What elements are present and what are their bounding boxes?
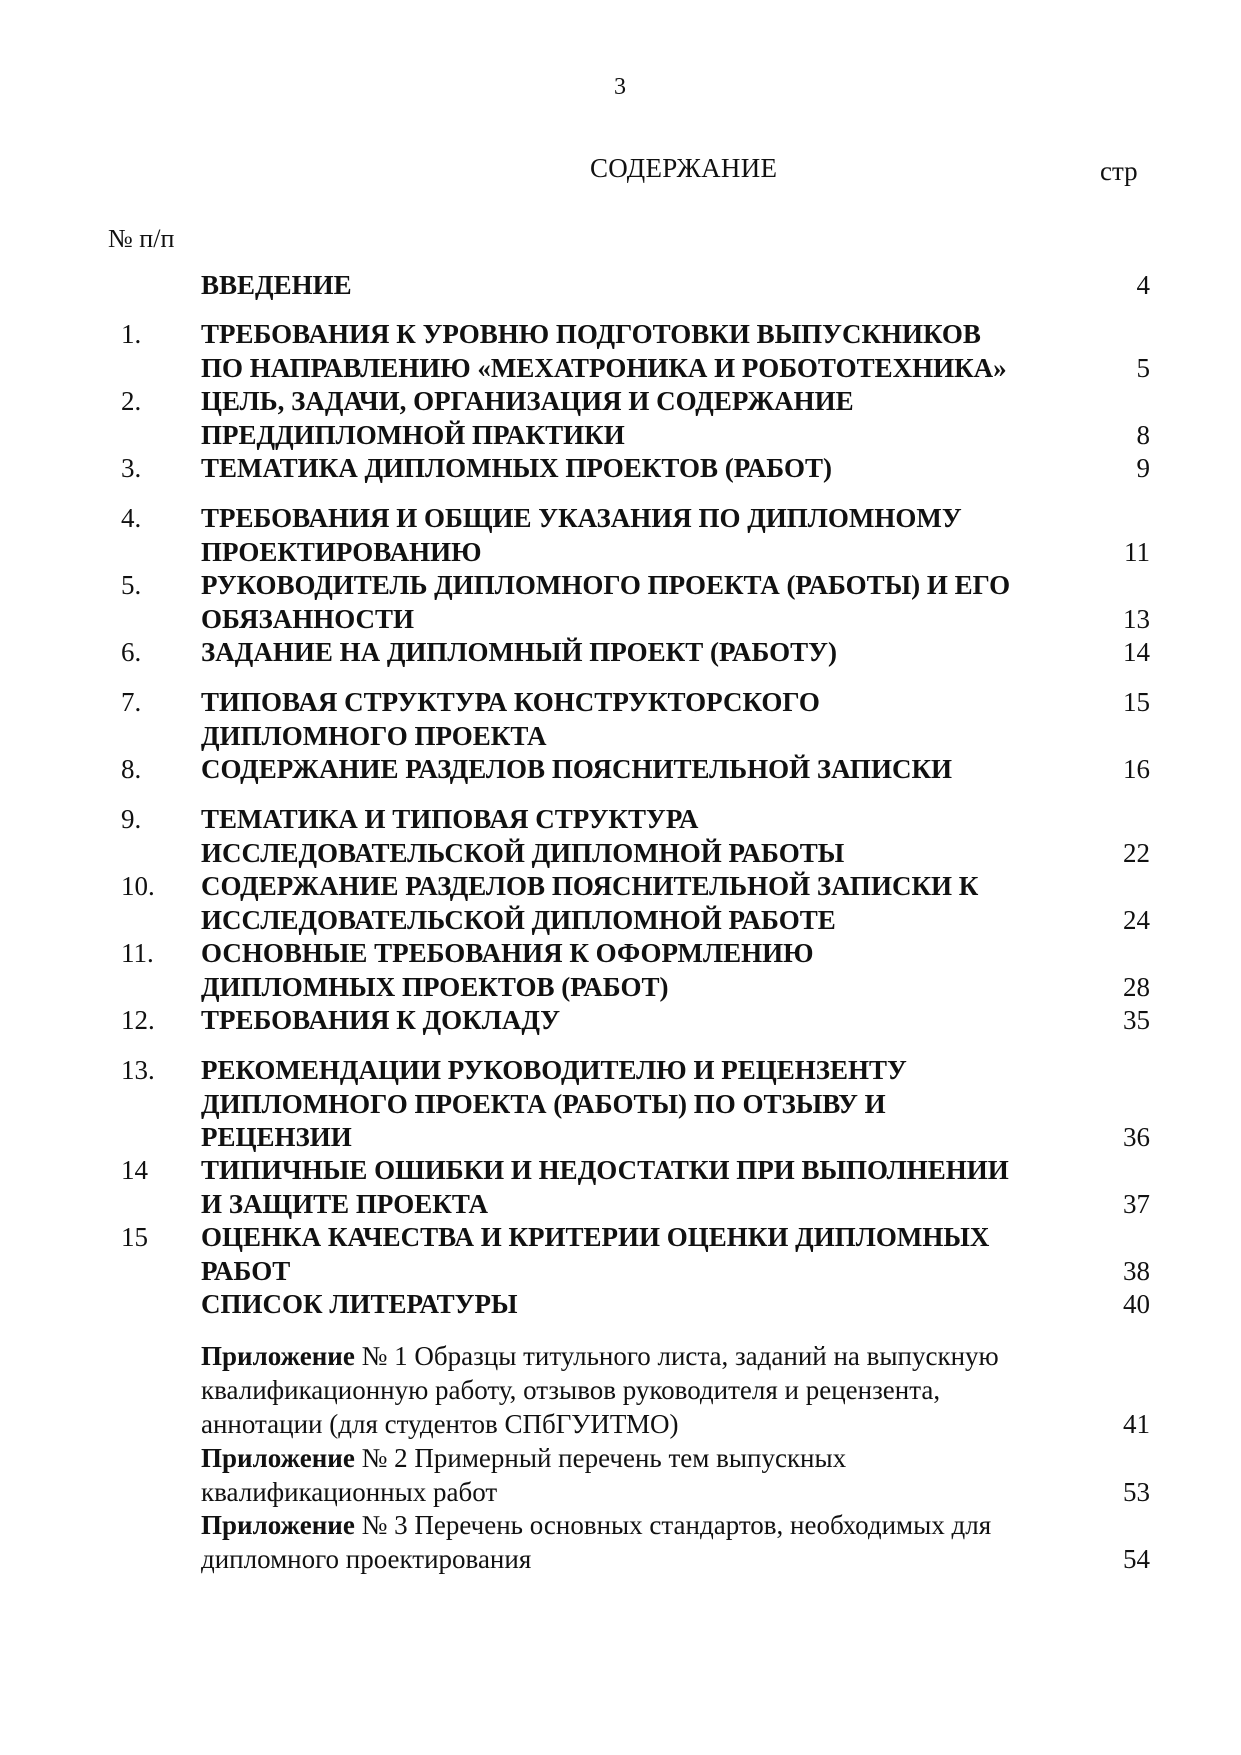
entry-title-line: ОЦЕНКА КАЧЕСТВА И КРИТЕРИИ ОЦЕНКИ ДИПЛОМНЫХ <box>201 1222 990 1252</box>
entry-number: 14 <box>121 1155 148 1185</box>
entry-title-line: ТИПОВАЯ СТРУКТУРА КОНСТРУКТОРСКОГО <box>201 687 820 717</box>
entry-number: 4. <box>121 503 142 533</box>
entry-title-line: ПО НАПРАВЛЕНИЮ «МЕХАТРОНИКА И РОБОТОТЕХНИКА» <box>201 352 1007 383</box>
entry-title <box>201 1154 1091 1221</box>
toc-appendix-1[interactable] <box>201 1339 1121 1441</box>
entry-number: 11. <box>121 938 154 968</box>
entry-title <box>201 636 1091 670</box>
entry-title <box>201 1004 1091 1038</box>
entry-title-line: ОСНОВНЫЕ ТРЕБОВАНИЯ К ОФОРМЛЕНИЮ <box>201 938 814 968</box>
entry-number: 5. <box>121 570 142 600</box>
entry-page: 37 <box>1123 1188 1150 1219</box>
entry-number: 6. <box>121 637 142 667</box>
appendix-lead: Приложение <box>201 1341 355 1371</box>
entry-title-line: ЗАДАНИЕ НА ДИПЛОМНЫЙ ПРОЕКТ (РАБОТУ) <box>201 637 837 667</box>
entry-page: 15 <box>1123 687 1150 717</box>
entry-title <box>201 569 1091 636</box>
entry-title-line: РЕЦЕНЗИИ <box>201 1122 352 1152</box>
entry-page: 24 <box>1123 904 1150 935</box>
page-number: 3 <box>614 74 626 100</box>
appendix-line <box>201 1339 1121 1373</box>
entry-page: 5 <box>1136 352 1150 383</box>
entry-title-line: РЕКОМЕНДАЦИИ РУКОВОДИТЕЛЮ И РЕЦЕНЗЕНТУ <box>201 1055 907 1085</box>
appendix-text: № 2 Примерный перечень тем выпускных <box>354 1443 847 1473</box>
entry-number: 9. <box>121 804 142 834</box>
entry-title-line: ТИПИЧНЫЕ ОШИБКИ И НЕДОСТАТКИ ПРИ ВЫПОЛНЕНИИ <box>201 1155 1009 1185</box>
entry-page: 16 <box>1123 754 1150 784</box>
entry-title-line: ТРЕБОВАНИЯ И ОБЩИЕ УКАЗАНИЯ ПО ДИПЛОМНОМУ <box>201 503 962 533</box>
appendix-line: квалификационную работу, отзывов руководителя и рецензента, <box>201 1375 941 1405</box>
entry-number: 8. <box>121 754 142 784</box>
entry-title <box>201 870 1091 937</box>
entry-title-line: ИССЛЕДОВАТЕЛЬСКОЙ ДИПЛОМНОЙ РАБОТЕ <box>201 904 836 935</box>
entry-title-line: СОДЕРЖАНИЕ РАЗДЕЛОВ ПОЯСНИТЕЛЬНОЙ ЗАПИСКИ <box>201 754 953 784</box>
appendix-line <box>201 1508 1121 1542</box>
appendix-text: № 1 Образцы титульного листа, заданий на выпускную <box>354 1341 999 1371</box>
entry-title-line: РУКОВОДИТЕЛЬ ДИПЛОМНОГО ПРОЕКТА (РАБОТЫ) И ЕГО <box>201 570 1011 600</box>
entry-title-line: СОДЕРЖАНИЕ РАЗДЕЛОВ ПОЯСНИТЕЛЬНОЙ ЗАПИСКИ К <box>201 871 979 901</box>
appendix-page: 41 <box>1123 1409 1150 1439</box>
entry-title-line: ТЕМАТИКА ДИПЛОМНЫХ ПРОЕКТОВ (РАБОТ) <box>201 453 832 483</box>
entry-title-line: ДИПЛОМНОГО ПРОЕКТА <box>201 720 547 751</box>
appendix-line: квалификационных работ <box>201 1477 498 1507</box>
entry-title <box>201 686 1091 753</box>
entry-number: 2. <box>121 386 142 416</box>
entry-title <box>201 937 1091 1004</box>
appendix-line <box>201 1441 1121 1475</box>
entry-title <box>201 1054 1091 1155</box>
entry-title-line: ПРОЕКТИРОВАНИЮ <box>201 536 482 567</box>
entry-title <box>201 452 1091 486</box>
entry-number: 12. <box>121 1005 155 1035</box>
entry-title-line: ДИПЛОМНЫХ ПРОЕКТОВ (РАБОТ) <box>201 971 669 1002</box>
entry-page: 4 <box>1136 270 1150 300</box>
entry-page: 36 <box>1123 1122 1150 1152</box>
entry-number: 3. <box>121 453 142 483</box>
toc-title: СОДЕРЖАНИЕ <box>590 153 778 183</box>
entry-page: 14 <box>1123 637 1150 667</box>
entry-page: 40 <box>1123 1289 1150 1319</box>
appendix-line: аннотации (для студентов СПбГУИТМО) <box>201 1409 679 1439</box>
page-column-label: стр <box>1100 156 1138 186</box>
entry-title-line: ПРЕДДИПЛОМНОЙ ПРАКТИКИ <box>201 419 625 450</box>
entry-page: 13 <box>1123 603 1150 634</box>
entry-title-line: И ЗАЩИТЕ ПРОЕКТА <box>201 1188 489 1219</box>
entry-page: 22 <box>1123 837 1150 868</box>
appendix-text: № 3 Перечень основных стандартов, необходимых для <box>354 1510 992 1540</box>
toc-appendix-2[interactable] <box>201 1441 1121 1509</box>
entry-number: 15 <box>121 1222 148 1252</box>
entry-title <box>201 318 1091 385</box>
entry-number: 1. <box>121 319 142 349</box>
entry-title-line: ОБЯЗАННОСТИ <box>201 603 415 634</box>
entry-title-line: ЦЕЛЬ, ЗАДАЧИ, ОРГАНИЗАЦИЯ И СОДЕРЖАНИЕ <box>201 386 854 416</box>
entry-number: 7. <box>121 687 142 717</box>
entry-number: 13. <box>121 1055 155 1085</box>
entry-title-line: СПИСОК ЛИТЕРАТУРЫ <box>201 1289 518 1319</box>
entry-page: 28 <box>1123 971 1150 1002</box>
entry-title-line: ИССЛЕДОВАТЕЛЬСКОЙ ДИПЛОМНОЙ РАБОТЫ <box>201 837 845 868</box>
toc-appendix-3[interactable] <box>201 1508 1121 1576</box>
entry-page: 8 <box>1136 419 1150 450</box>
appendix-page: 54 <box>1123 1544 1150 1574</box>
appendix-line: дипломного проектирования <box>201 1544 532 1574</box>
entry-title-line: ВВЕДЕНИЕ <box>201 270 352 300</box>
entry-title-line: ТЕМАТИКА И ТИПОВАЯ СТРУКТУРА <box>201 804 699 834</box>
entry-page: 38 <box>1123 1255 1150 1286</box>
entry-page: 9 <box>1136 453 1150 483</box>
entry-title-line: ТРЕБОВАНИЯ К ДОКЛАДУ <box>201 1005 561 1035</box>
entry-title-line: РАБОТ <box>201 1255 291 1286</box>
entry-title-line: ДИПЛОМНОГО ПРОЕКТА (РАБОТЫ) ПО ОТЗЫВУ И <box>201 1088 886 1119</box>
appendix-lead: Приложение <box>201 1510 355 1540</box>
entry-title <box>201 753 1091 787</box>
entry-title <box>201 269 1091 303</box>
entry-page: 35 <box>1123 1005 1150 1035</box>
appendix-lead: Приложение <box>201 1443 355 1473</box>
entry-title-line: ТРЕБОВАНИЯ К УРОВНЮ ПОДГОТОВКИ ВЫПУСКНИКОВ <box>201 319 981 349</box>
entry-title <box>201 502 1091 569</box>
entry-title <box>201 1221 1091 1288</box>
entry-title <box>201 1288 1091 1322</box>
entry-title <box>201 803 1091 870</box>
entry-title <box>201 385 1091 452</box>
entry-number: 10. <box>121 871 155 901</box>
appendix-page: 53 <box>1123 1477 1150 1507</box>
number-column-label: № п/п <box>108 224 175 253</box>
entry-page: 11 <box>1124 536 1150 567</box>
